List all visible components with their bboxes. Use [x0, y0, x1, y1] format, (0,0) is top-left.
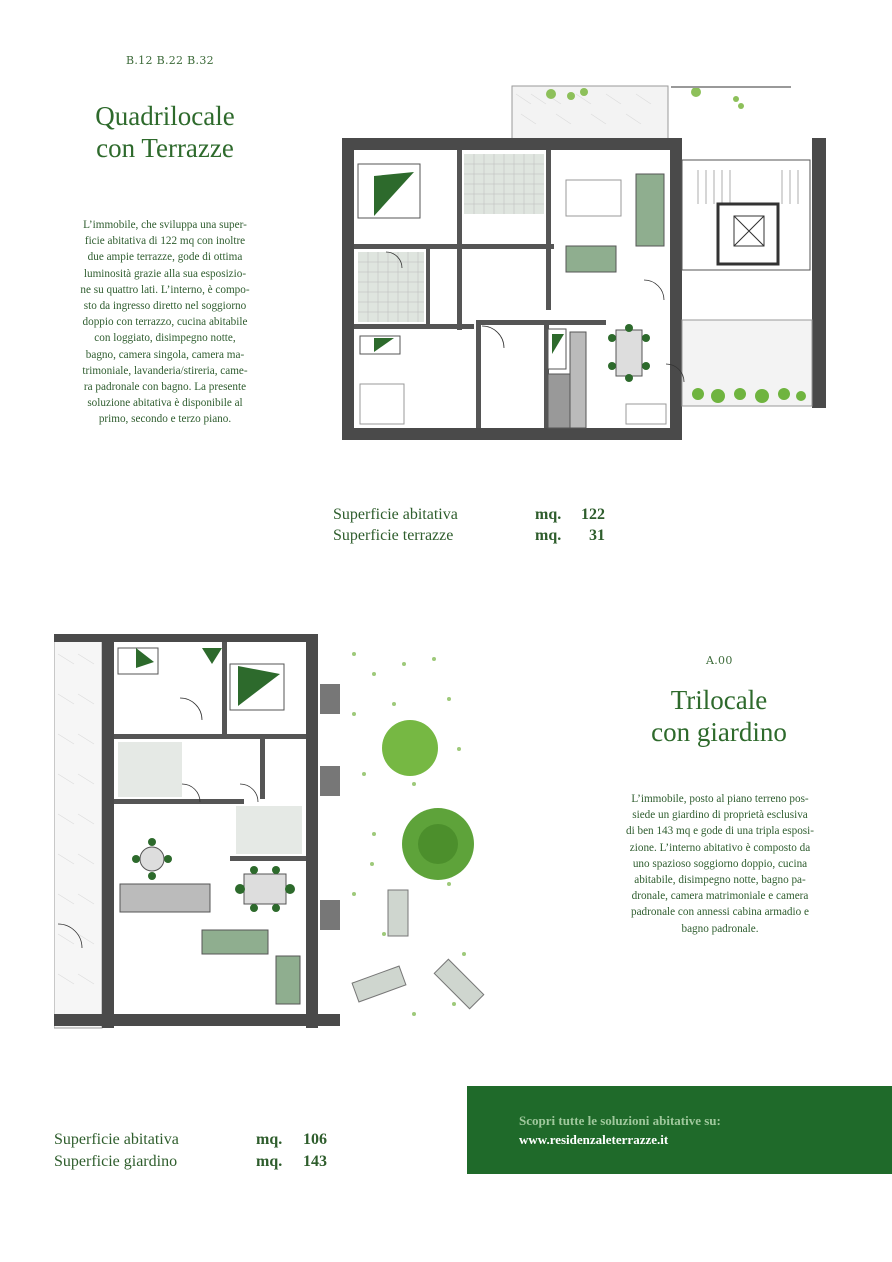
area-row-garden: [54, 1151, 334, 1172]
area-value: 143: [303, 1153, 327, 1170]
website-link[interactable]: www.residenzaleterrazze.it: [519, 1132, 669, 1147]
unit-description-bottom: [594, 791, 846, 937]
area-label: Superficie giardino: [54, 1153, 178, 1170]
title-line-1: Trilocale: [670, 685, 768, 715]
unit-description-top: [40, 217, 290, 428]
desc-line: luminosità grazie alla sua esposizio-: [83, 267, 247, 280]
unit-title-bottom: [614, 684, 824, 748]
area-row-living: [54, 1129, 334, 1150]
title-line-2: con giardino: [651, 717, 787, 747]
cta-text: Scopri tutte le soluzioni abitative su:: [519, 1113, 721, 1128]
floor-plan-bottom: [54, 634, 490, 1030]
cta-banner[interactable]: [467, 1086, 892, 1174]
area-value: 122: [581, 506, 605, 523]
area-value: 106: [303, 1131, 327, 1148]
desc-line: uno spazioso soggiorno doppio, cucina: [632, 857, 808, 870]
area-unit: mq.: [256, 1153, 283, 1170]
desc-line: ficie abitativa di 122 mq con inoltre: [84, 235, 246, 248]
desc-line: dronale, camera matrimoniale e camera: [631, 890, 809, 903]
desc-line: L’immobile, posto al piano terreno pos-: [631, 793, 809, 805]
floor-plan-top: [326, 84, 836, 454]
title-line-2: con Terrazze: [96, 133, 234, 163]
desc-line: zione. L’interno abitativo è composto da: [629, 841, 811, 854]
area-label: Superficie abitativa: [333, 506, 458, 523]
unit-title-top: [60, 100, 270, 164]
desc-line: di ben 143 mq e gode di una tripla esposi-: [626, 825, 814, 838]
desc-line: abitabile, disimpegno notte, bagno pa-: [634, 874, 806, 887]
desc-line: trimoniale, lavanderia/stireria, came-: [82, 364, 248, 377]
area-row-living: [333, 504, 613, 525]
area-label: Superficie terrazze: [333, 527, 454, 544]
desc-line: con loggiato, disimpegno notte,: [94, 332, 236, 345]
unit-code-bottom: A.00: [706, 654, 733, 667]
area-label: Superficie abitativa: [54, 1131, 179, 1148]
desc-line: primo, secondo e terzo piano.: [98, 413, 232, 426]
desc-line: L’immobile, che sviluppa una super-: [83, 219, 247, 231]
desc-line: doppio con terrazzo, cucina abitabile: [82, 316, 248, 329]
area-unit: mq.: [256, 1131, 283, 1148]
area-value: 31: [589, 527, 605, 544]
desc-line: ra padronale con bagno. La presente: [83, 381, 247, 394]
desc-line: sto da ingresso diretto nel soggiorno: [83, 300, 247, 313]
desc-line: bagno padronale.: [681, 922, 759, 935]
desc-line: soluzione abitativa è disponibile al: [87, 397, 243, 410]
desc-line: due ampie terrazze, gode di ottima: [87, 251, 243, 264]
desc-line: ne su quattro lati. L’interno, è compo-: [80, 283, 250, 296]
area-unit: mq.: [535, 506, 562, 523]
title-line-1: Quadrilocale: [95, 101, 235, 131]
area-row-terraces: [333, 525, 613, 546]
area-unit: mq.: [535, 527, 562, 544]
unit-code-top: B.12 B.22 B.32: [126, 54, 214, 67]
desc-line: bagno, camera singola, camera ma-: [85, 348, 245, 361]
desc-line: siede un giardino di proprietà esclusiva: [632, 809, 808, 822]
desc-line: padronale con annessi cabina armadio e: [631, 906, 809, 919]
